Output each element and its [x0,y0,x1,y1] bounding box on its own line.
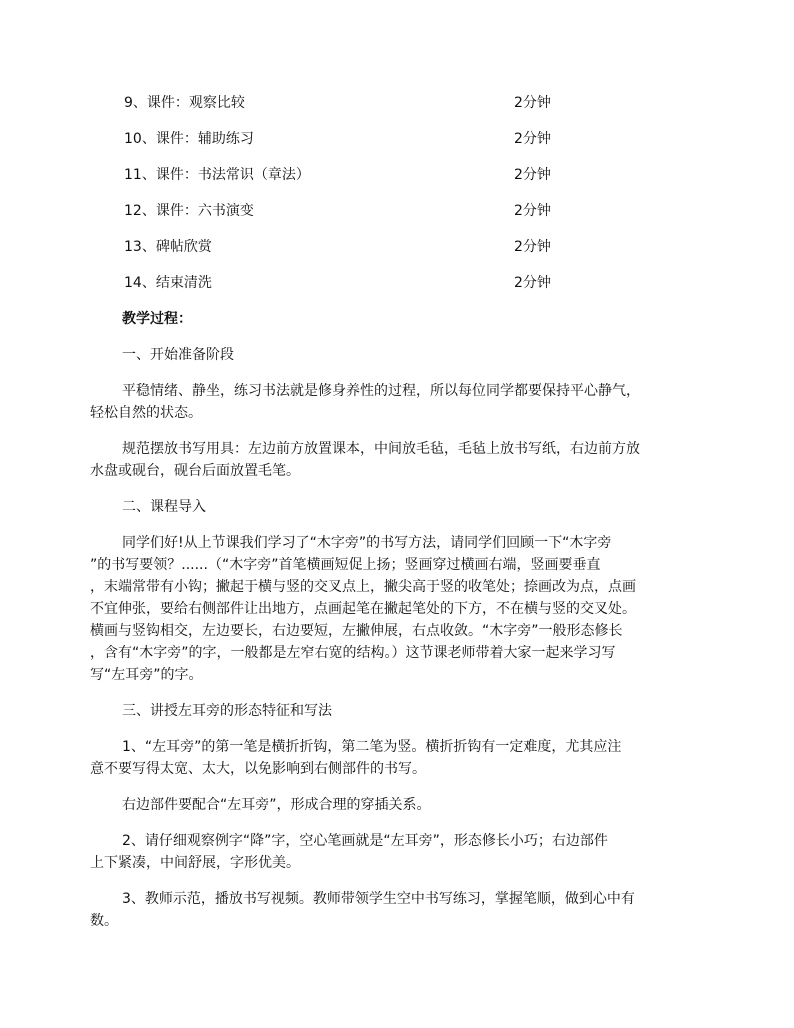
paragraph-right-part [90,794,696,816]
paragraph-line: 轻松自然的状态。 [90,405,202,421]
schedule-item: 9、课件：观察比较 [124,95,245,111]
paragraph-line: ”的书写要领？......（“木字旁”首笔横画短促上扬；竖画穿过横画右端，竖画要垂直 [90,557,601,573]
schedule-duration: 2分钟 [514,95,551,111]
paragraph-stroke-one [90,736,696,780]
paragraph-line: ，含有“木字旁”的字，一般都是左窄右宽的结构。）这节课老师带着大家一起来学习写 [90,645,616,661]
paragraph-line: 同学们好!从上节课我们学习了“木字旁”的书写方法，请同学们回顾一下“木字旁 [122,535,612,551]
schedule-item: 13、碑帖欣赏 [124,239,212,255]
paragraph-line: 3、教师示范，播放书写视频。教师带领学生空中书写练习，掌握笔顺，做到心中有 [122,891,635,907]
paragraph-line: 意不要写得太宽、太大，以免影响到右侧部件的书写。 [90,761,426,777]
schedule-list [124,92,564,308]
schedule-row [124,236,564,272]
paragraph-line: 规范摆放书写用具：左边前方放置课本，中间放毛毡，毛毡上放书写纸，右边前方放 [122,441,640,457]
section-title-teaching: 三、讲授左耳旁的形态特征和写法 [122,703,332,719]
document-body [90,308,696,932]
schedule-row [124,164,564,200]
schedule-row [124,128,564,164]
paragraph-example [90,830,696,874]
schedule-duration: 2分钟 [514,167,551,183]
paragraph-line: 横画与竖钩相交，左边要长，右边要短，左撇伸展，右点收敛。“木字旁”一般形态修长 [90,623,623,639]
paragraph-line: 上下紧凑，中间舒展，字形优美。 [90,855,300,871]
schedule-duration: 2分钟 [514,275,551,291]
paragraph-demo [90,888,696,932]
schedule-item: 10、课件：辅助练习 [124,131,254,147]
schedule-item: 11、课件：书法常识（章法） [124,167,310,183]
schedule-item: 14、结束清洗 [124,275,212,291]
schedule-row [124,92,564,128]
paragraph-line: 水盘或砚台，砚台后面放置毛笔。 [90,463,300,479]
section-title-introduction: 二、课程导入 [122,499,206,515]
process-heading: 教学过程： [122,311,192,327]
schedule-item: 12、课件：六书演变 [124,203,254,219]
paragraph-line: 不宜伸张，要给右侧部件让出地方，点画起笔在撇起笔处的下方，不在横与竖的交叉处。 [90,601,636,617]
paragraph-review [90,532,696,686]
paragraph-line: 写“左耳旁”的字。 [90,667,203,683]
schedule-row [124,272,564,308]
schedule-duration: 2分钟 [514,131,551,147]
paragraph-line: 平稳情绪、静坐，练习书法就是修身养性的过程，所以每位同学都要保持平心静气， [122,383,640,399]
section-title-preparation: 一、开始准备阶段 [122,347,234,363]
schedule-duration: 2分钟 [514,239,551,255]
schedule-row [124,200,564,236]
paragraph-line: 2、请仔细观察例字“降”字，空心笔画就是“左耳旁”，形态修长小巧；右边部件 [122,833,608,849]
paragraph-line: 右边部件要配合“左耳旁”，形成合理的穿插关系。 [122,797,431,813]
paragraph-line: 数。 [90,913,118,929]
paragraph-line: ，末端常带有小钩；撇起于横与竖的交叉点上，撇尖高于竖的收笔处；捺画改为点，点画 [90,579,636,595]
paragraph-tools [90,438,696,482]
schedule-duration: 2分钟 [514,203,551,219]
paragraph-line: 1、“左耳旁”的第一笔是横折折钩，第二笔为竖。横折折钩有一定难度，尤其应注 [122,739,622,755]
paragraph-calm [90,380,696,424]
